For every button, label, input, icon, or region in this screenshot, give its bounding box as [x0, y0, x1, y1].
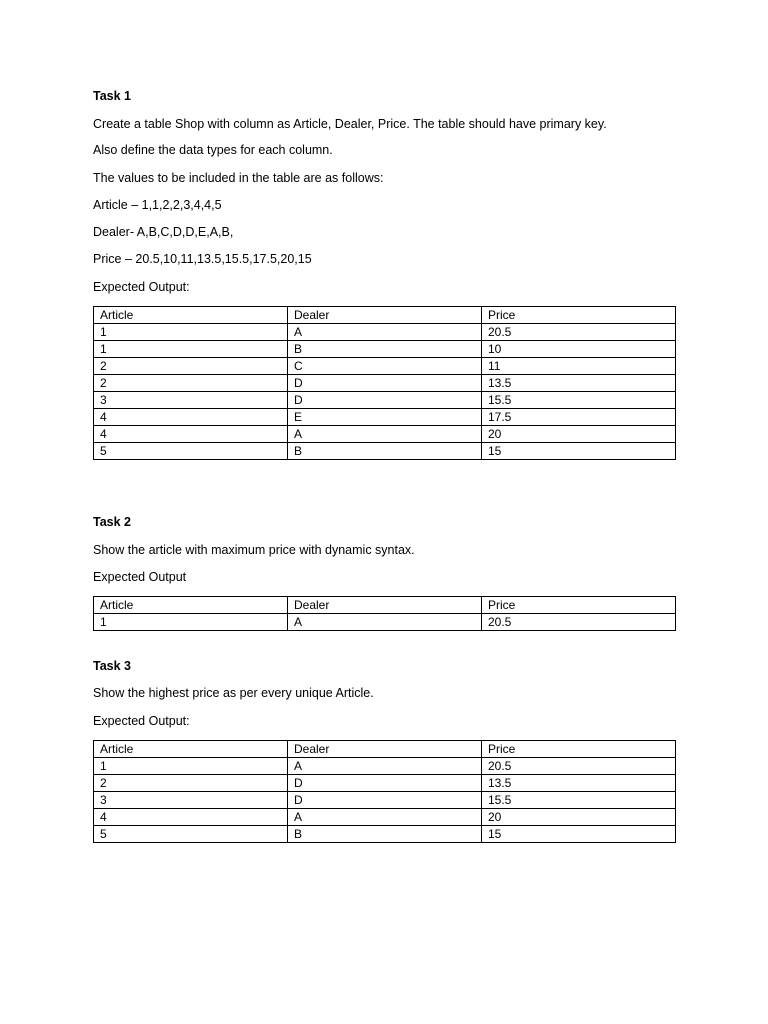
table-row	[94, 614, 676, 631]
cell-article: 1	[94, 341, 288, 358]
task2-instruction: Show the article with maximum price with dynamic syntax.	[93, 543, 415, 557]
task3-instruction: Show the highest price as per every unique Article.	[93, 686, 374, 700]
task1-instruction: Create a table Shop with column as Article, Dealer, Price. The table should have primary key.	[93, 117, 607, 131]
cell-article: 1	[94, 614, 288, 631]
table-row	[94, 775, 676, 792]
cell-dealer: B	[288, 443, 482, 460]
task1-output-table	[93, 306, 676, 460]
table-row	[94, 758, 676, 775]
task3-output-table	[93, 740, 676, 843]
table-header-row	[94, 307, 676, 324]
cell-price: 17.5	[482, 409, 676, 426]
task2-heading: Task 2	[93, 515, 131, 529]
task1-heading: Task 1	[93, 89, 131, 103]
cell-dealer: D	[288, 375, 482, 392]
cell-dealer: D	[288, 775, 482, 792]
cell-article: 3	[94, 792, 288, 809]
task1-price-values: Price – 20.5,10,11,13.5,15.5,17.5,20,15	[93, 252, 312, 266]
cell-article: 5	[94, 826, 288, 843]
table-row	[94, 809, 676, 826]
cell-dealer: A	[288, 614, 482, 631]
table-row	[94, 358, 676, 375]
cell-article: 1	[94, 324, 288, 341]
column-header-dealer: Dealer	[288, 307, 482, 324]
table-row	[94, 409, 676, 426]
column-header-article: Article	[94, 597, 288, 614]
column-header-price: Price	[482, 741, 676, 758]
column-header-price: Price	[482, 597, 676, 614]
cell-article: 1	[94, 758, 288, 775]
cell-price: 11	[482, 358, 676, 375]
cell-dealer: B	[288, 341, 482, 358]
cell-article: 4	[94, 809, 288, 826]
task3-heading: Task 3	[93, 659, 131, 673]
cell-price: 15	[482, 443, 676, 460]
table-header-row	[94, 741, 676, 758]
cell-price: 20.5	[482, 324, 676, 341]
task1-expected-output-label: Expected Output:	[93, 280, 190, 294]
cell-price: 10	[482, 341, 676, 358]
task1-article-values: Article – 1,1,2,2,3,4,4,5	[93, 198, 222, 212]
cell-dealer: A	[288, 426, 482, 443]
table-row	[94, 443, 676, 460]
cell-price: 20.5	[482, 614, 676, 631]
cell-dealer: A	[288, 809, 482, 826]
cell-dealer: D	[288, 392, 482, 409]
cell-dealer: A	[288, 758, 482, 775]
task1-values-intro: The values to be included in the table are as follows:	[93, 171, 384, 185]
cell-article: 5	[94, 443, 288, 460]
task1-dealer-values: Dealer- A,B,C,D,D,E,A,B,	[93, 225, 234, 239]
column-header-dealer: Dealer	[288, 597, 482, 614]
cell-dealer: B	[288, 826, 482, 843]
cell-price: 15	[482, 826, 676, 843]
table-header-row	[94, 597, 676, 614]
cell-price: 15.5	[482, 792, 676, 809]
task1-datatypes-note: Also define the data types for each column.	[93, 143, 333, 157]
cell-article: 3	[94, 392, 288, 409]
table-row	[94, 341, 676, 358]
task3-expected-output-label: Expected Output:	[93, 714, 190, 728]
table-row	[94, 426, 676, 443]
table-row	[94, 375, 676, 392]
task2-expected-output-label: Expected Output	[93, 570, 187, 584]
table-row	[94, 324, 676, 341]
task2-output-table	[93, 596, 676, 631]
cell-article: 2	[94, 358, 288, 375]
table-row	[94, 826, 676, 843]
cell-price: 13.5	[482, 775, 676, 792]
cell-price: 20.5	[482, 758, 676, 775]
cell-price: 13.5	[482, 375, 676, 392]
cell-article: 4	[94, 426, 288, 443]
cell-dealer: A	[288, 324, 482, 341]
column-header-dealer: Dealer	[288, 741, 482, 758]
cell-article: 2	[94, 775, 288, 792]
table-row	[94, 792, 676, 809]
cell-price: 20	[482, 809, 676, 826]
cell-dealer: E	[288, 409, 482, 426]
column-header-price: Price	[482, 307, 676, 324]
column-header-article: Article	[94, 307, 288, 324]
cell-dealer: D	[288, 792, 482, 809]
cell-dealer: C	[288, 358, 482, 375]
cell-price: 15.5	[482, 392, 676, 409]
column-header-article: Article	[94, 741, 288, 758]
table-row	[94, 392, 676, 409]
cell-price: 20	[482, 426, 676, 443]
cell-article: 2	[94, 375, 288, 392]
cell-article: 4	[94, 409, 288, 426]
